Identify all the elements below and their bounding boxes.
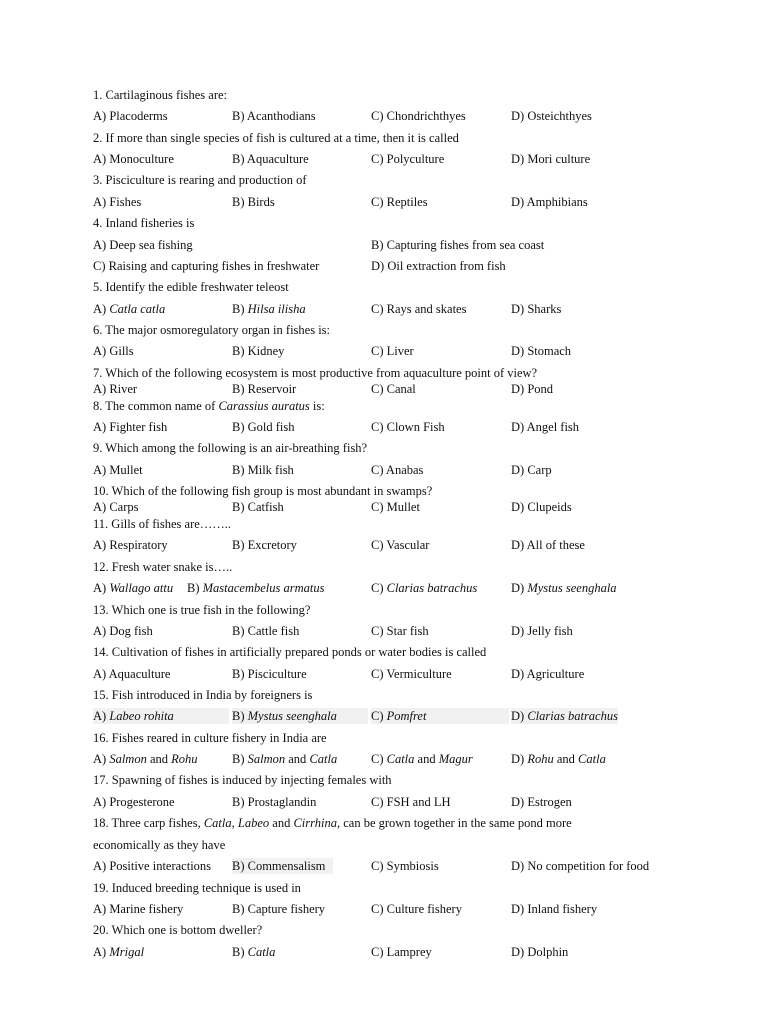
q4-option-c: C) Raising and capturing fishes in freshwater: [93, 259, 320, 273]
q6-option-d: D) Stomach: [511, 344, 572, 358]
q10-option-b: B) Catfish: [232, 500, 284, 514]
q15-b-prefix: B): [232, 709, 248, 723]
q12-d-prefix: D): [511, 581, 528, 595]
question-17: 17. Spawning of fishes is induced by injecting females with: [93, 773, 392, 787]
q16-option-a: [93, 751, 198, 767]
q10-option-a: A) Carps: [93, 500, 139, 514]
q16-c-and: and: [414, 752, 439, 766]
q9-option-a: A) Mullet: [93, 463, 143, 477]
q16-a-and: and: [146, 752, 172, 766]
q16-option-b: [232, 751, 337, 767]
q7-option-d: D) Pond: [511, 382, 554, 396]
q16-option-d: [511, 751, 606, 767]
q12-option-b: [187, 580, 325, 596]
q20-option-d: D) Dolphin: [511, 945, 569, 959]
q15-a-species: Labeo rohita: [109, 709, 174, 723]
q13-option-d: D) Jelly fish: [511, 624, 573, 638]
q15-d-prefix: D): [511, 709, 528, 723]
q18-stem-suffix: , can be grown together in the same pond more: [337, 816, 572, 830]
q17-option-c: C) FSH and LH: [371, 795, 451, 809]
q18-stem-prefix: 18. Three carp fishes,: [93, 816, 204, 830]
q15-option-c: [371, 708, 509, 724]
q12-option-c: [371, 580, 477, 596]
q12-option-d: [511, 580, 617, 596]
q10-option-d: D) Clupeids: [511, 500, 572, 514]
question-18-continued: economically as they have: [93, 838, 226, 852]
q18-fish-3: Cirrhina: [293, 816, 337, 830]
q16-option-c: [371, 751, 473, 767]
question-3: 3. Pisciculture is rearing and production of: [93, 173, 307, 187]
question-7: 7. Which of the following ecosystem is most productive from aquaculture point of view?: [93, 366, 538, 380]
q2-option-a: A) Monoculture: [93, 152, 174, 166]
q20-option-b: [232, 944, 275, 960]
q14-option-d: D) Agriculture: [511, 667, 585, 681]
q2-option-b: B) Aquaculture: [232, 152, 309, 166]
q5-b-prefix: B): [232, 302, 248, 316]
question-11: 11. Gills of fishes are……..: [93, 517, 232, 531]
q20-option-c: C) Lamprey: [371, 945, 432, 959]
q5-option-c: C) Rays and skates: [371, 302, 467, 316]
question-20: 20. Which one is bottom dweller?: [93, 923, 263, 937]
q11-option-c: C) Vascular: [371, 538, 430, 552]
q16-a-fish-1: Salmon: [109, 752, 147, 766]
question-5: 5. Identify the edible freshwater teleost: [93, 280, 289, 294]
question-16: 16. Fishes reared in culture fishery in India are: [93, 731, 327, 745]
q8-species: Carassius auratus: [218, 399, 310, 413]
q14-option-b: B) Pisciculture: [232, 667, 307, 681]
q1-option-b: B) Acanthodians: [232, 109, 316, 123]
q18-option-d: D) No competition for food: [511, 859, 650, 873]
question-19: 19. Induced breeding technique is used in: [93, 881, 301, 895]
q7-option-c: C) Canal: [371, 382, 416, 396]
q12-c-species: Clarias batrachus: [386, 581, 478, 595]
question-8: [93, 398, 325, 414]
q7-option-b: B) Reservoir: [232, 382, 297, 396]
q12-a-prefix: A): [93, 581, 110, 595]
q8-stem-suffix: is:: [309, 399, 325, 413]
q18-and: and: [269, 816, 294, 830]
q10-option-c: C) Mullet: [371, 500, 420, 514]
question-13: 13. Which one is true fish in the following?: [93, 603, 311, 617]
question-12: 12. Fresh water snake is…..: [93, 560, 233, 574]
q15-c-species: Pomfret: [386, 709, 427, 723]
q2-option-d: D) Mori culture: [511, 152, 591, 166]
q12-b-species: Mastacembelus armatus: [202, 581, 325, 595]
question-18: [93, 815, 572, 831]
q15-option-b: [232, 708, 368, 724]
q18-option-b: B) Commensalism: [232, 858, 333, 874]
q19-option-c: C) Culture fishery: [371, 902, 462, 916]
q20-b-species: Catla: [247, 945, 276, 959]
q16-c-fish-1: Catla: [386, 752, 415, 766]
q3-option-b: B) Birds: [232, 195, 275, 209]
q16-c-fish-2: Magur: [438, 752, 473, 766]
q4-option-a: A) Deep sea fishing: [93, 238, 193, 252]
q6-option-b: B) Kidney: [232, 344, 285, 358]
q5-a-species: Catla catla: [109, 302, 166, 316]
q16-b-fish-2: Catla: [309, 752, 338, 766]
q15-b-species: Mystus seenghala: [247, 709, 337, 723]
q16-a-prefix: A): [93, 752, 110, 766]
q17-option-a: A) Progesterone: [93, 795, 175, 809]
q20-b-prefix: B): [232, 945, 248, 959]
q8-option-c: C) Clown Fish: [371, 420, 445, 434]
q16-b-prefix: B): [232, 752, 248, 766]
q15-option-d: [511, 708, 618, 724]
q16-a-fish-2: Rohu: [171, 752, 198, 766]
q5-option-d: D) Sharks: [511, 302, 562, 316]
question-14: 14. Cultivation of fishes in artificially prepared ponds or water bodies is called: [93, 645, 487, 659]
q18-fish-2: Labeo: [237, 816, 270, 830]
q16-b-and: and: [285, 752, 310, 766]
q8-stem-prefix: 8. The common name of: [93, 399, 219, 413]
q14-option-a: A) Aquaculture: [93, 667, 171, 681]
q1-option-a: A) Placoderms: [93, 109, 168, 123]
q9-option-d: D) Carp: [511, 463, 552, 477]
q15-a-prefix: A): [93, 709, 110, 723]
q16-d-prefix: D): [511, 752, 528, 766]
q5-option-b: [232, 301, 306, 317]
question-9: 9. Which among the following is an air-breathing fish?: [93, 441, 368, 455]
q5-option-a: [93, 301, 165, 317]
q18-option-c: C) Symbiosis: [371, 859, 439, 873]
q8-option-a: A) Fighter fish: [93, 420, 168, 434]
q13-option-a: A) Dog fish: [93, 624, 153, 638]
q9-option-c: C) Anabas: [371, 463, 424, 477]
q5-b-species: Hilsa ilisha: [247, 302, 306, 316]
q8-option-b: B) Gold fish: [232, 420, 295, 434]
q11-option-b: B) Excretory: [232, 538, 297, 552]
q14-option-c: C) Vermiculture: [371, 667, 452, 681]
q8-option-d: D) Angel fish: [511, 420, 580, 434]
question-10: 10. Which of the following fish group is most abundant in swamps?: [93, 484, 433, 498]
q19-option-b: B) Capture fishery: [232, 902, 326, 916]
q1-option-d: D) Osteichthyes: [511, 109, 592, 123]
q12-d-species: Mystus seenghala: [527, 581, 617, 595]
q16-d-and: and: [553, 752, 579, 766]
q20-a-prefix: A): [93, 945, 110, 959]
q13-option-c: C) Star fish: [371, 624, 429, 638]
q16-c-prefix: C): [371, 752, 387, 766]
q1-option-c: C) Chondrichthyes: [371, 109, 466, 123]
q15-option-a: [93, 708, 229, 724]
question-15: 15. Fish introduced in India by foreigners is: [93, 688, 313, 702]
q18-option-a: A) Positive interactions: [93, 859, 212, 873]
q12-option-a: [93, 580, 173, 596]
q16-b-fish-1: Salmon: [247, 752, 286, 766]
q5-a-prefix: A): [93, 302, 110, 316]
q19-option-a: A) Marine fishery: [93, 902, 184, 916]
question-2: 2. If more than single species of fish is cultured at a time, then it is called: [93, 131, 459, 145]
q12-c-prefix: C): [371, 581, 387, 595]
question-1: 1. Cartilaginous fishes are:: [93, 88, 227, 102]
q2-option-c: C) Polyculture: [371, 152, 445, 166]
q3-option-d: D) Amphibians: [511, 195, 588, 209]
q15-d-species: Clarias batrachus: [527, 709, 618, 723]
q12-a-species: Wallago attu: [109, 581, 174, 595]
q17-option-d: D) Estrogen: [511, 795, 572, 809]
q18-comma: ,: [231, 816, 238, 830]
q13-option-b: B) Cattle fish: [232, 624, 300, 638]
question-4: 4. Inland fisheries is: [93, 216, 195, 230]
q3-option-c: C) Reptiles: [371, 195, 428, 209]
q20-a-species: Mrigal: [109, 945, 145, 959]
q6-option-a: A) Gills: [93, 344, 134, 358]
q6-option-c: C) Liver: [371, 344, 414, 358]
q4-option-d: D) Oil extraction from fish: [371, 259, 506, 273]
q11-option-d: D) All of these: [511, 538, 585, 552]
q11-option-a: A) Respiratory: [93, 538, 168, 552]
q17-option-b: B) Prostaglandin: [232, 795, 317, 809]
q16-d-fish-1: Rohu: [527, 752, 554, 766]
q16-d-fish-2: Catla: [578, 752, 606, 766]
q18-fish-1: Catla: [203, 816, 232, 830]
q9-option-b: B) Milk fish: [232, 463, 294, 477]
q7-option-a: A) River: [93, 382, 138, 396]
q15-c-prefix: C): [371, 709, 387, 723]
q12-b-prefix: B): [187, 581, 203, 595]
q20-option-a: [93, 944, 144, 960]
q3-option-a: A) Fishes: [93, 195, 142, 209]
question-6: 6. The major osmoregulatory organ in fishes is:: [93, 323, 330, 337]
q19-option-d: D) Inland fishery: [511, 902, 598, 916]
q4-option-b: B) Capturing fishes from sea coast: [371, 238, 545, 252]
